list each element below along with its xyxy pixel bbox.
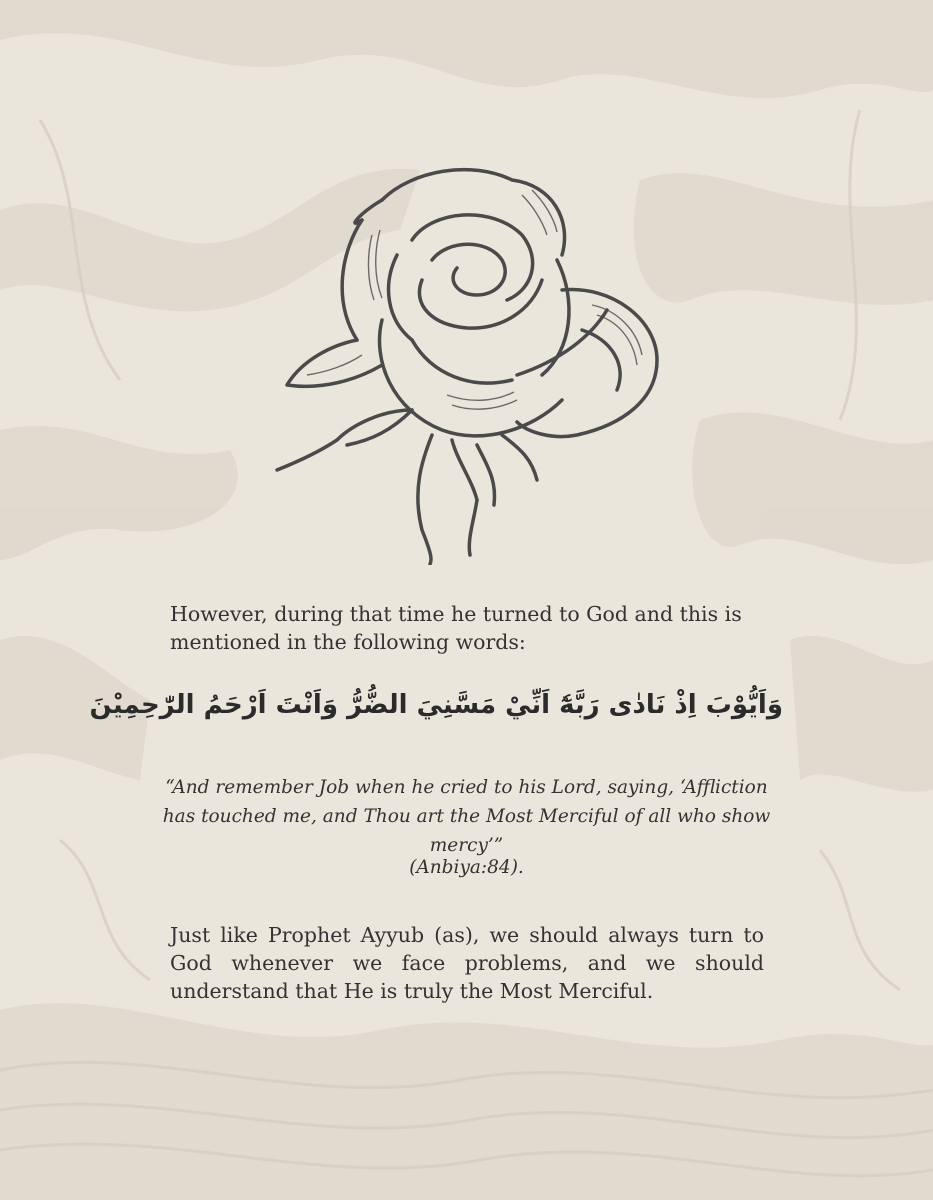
arabic-verse: وَاَيُّوْبَ اِذْ نَادٰى رَبَّهٗٓ اَنِّيْ مَسَّنِيَ الضُّرُّ وَاَنْتَ اَرْحَمُ الرّٰحِمِيْنَ	[89, 690, 783, 720]
quote-translation: “And remember Job when he cried to his Lord, saying, ‘Affliction has touched me, and Thou art the Most Merciful of all who show mercy’”	[162, 777, 771, 856]
rose-illustration-icon	[262, 160, 672, 565]
closing-paragraph: Just like Prophet Ayyub (as), we should always turn to God whenever we face problems, and we should understand that He is truly the Most Merciful.	[170, 923, 764, 1003]
intro-paragraph: However, during that time he turned to God and this is mentioned in the following words:	[170, 602, 742, 654]
citation: (Anbiya:84).	[409, 857, 524, 878]
